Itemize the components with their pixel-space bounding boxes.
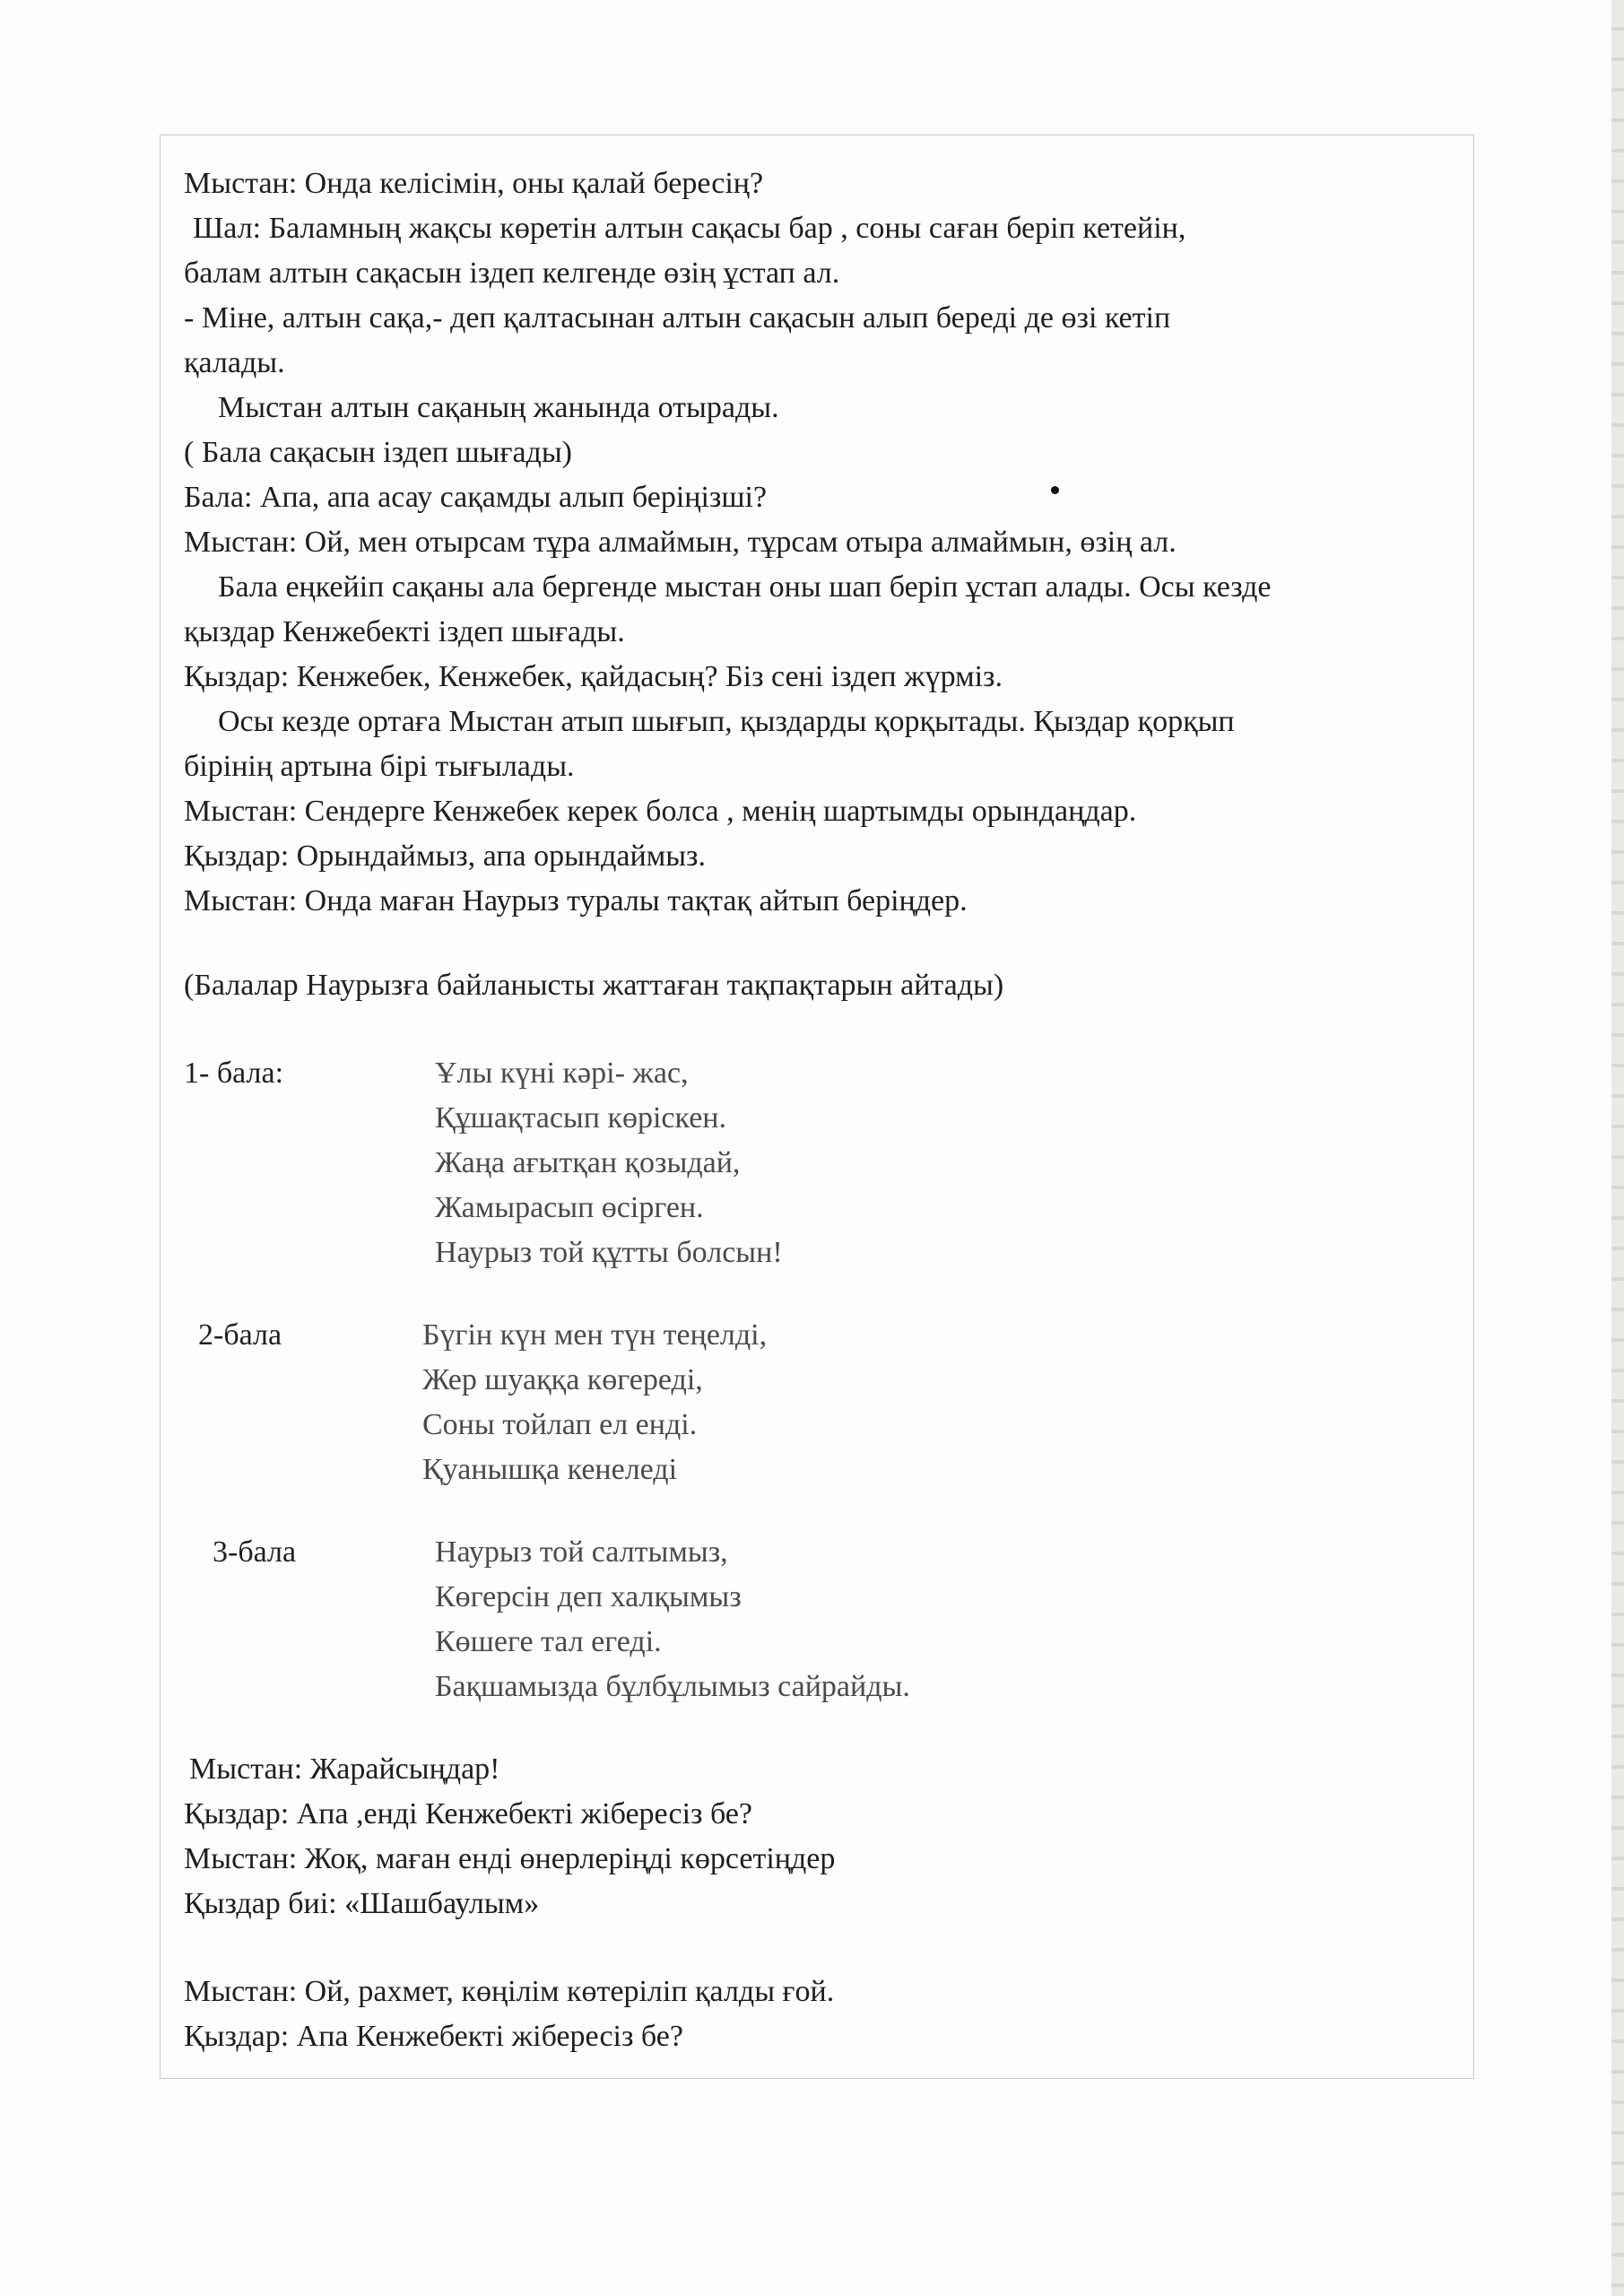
dialogue-line: балам алтын сақасын іздеп келгенде өзің ұстап ал. [184,257,840,290]
stage-note: (Балалар Наурызға байланысты жаттаған тақпақтарын айтады) [184,969,1004,1002]
poem-line: Соны тойлап ел енді. [422,1408,698,1441]
poem-line: Құшақтасып көріскен. [435,1101,726,1135]
poem-line: Жер шуаққа көгереді, [422,1363,703,1396]
dialogue-line: Қыздар: Апа ,енді Кенжебекті жібересіз бе? [184,1797,752,1831]
stage-direction: ( Бала сақасын іздеп шығады) [184,436,573,469]
dialogue-line: Мыстан: Онда келісімін, оны қалай бересің? [184,167,764,200]
poem-line: Бақшамызда бұлбұлымыз сайрайды. [435,1670,910,1703]
stage-direction: Бала еңкейіп сақаны ала бергенде мыстан оны шап беріп ұстап алады. Осы кезде [218,570,1272,604]
poem-line: Наурыз той құтты болсын! [435,1236,783,1269]
poem-line: Бүгін күн мен түн теңелді, [422,1318,768,1352]
dialogue-line: Мыстан: Сендерге Кенжебек керек болса , менің шартымды орындаңдар. [184,795,1137,828]
poem-1 [184,1051,1457,1275]
poem-speaker: 3-бала [213,1535,297,1569]
poem-line: Қуанышқа кенеледі [422,1453,678,1486]
dialogue-line: Қыздар: Кенжебек, Кенжебек, қайдасың? Біз сені іздеп жүрміз. [184,660,1003,693]
stage-direction: бірінің артына бірі тығылады. [184,750,575,783]
poem-line: Ұлы күні кәрі- жас, [435,1057,689,1090]
dialogue-line: Шал: Баламның жақсы көретін алтын сақасы бар , соны саған беріп кетейін, [193,212,1186,245]
dialogue-line: қалады. [184,346,285,379]
dialogue-line: Мыстан: Жоқ, маған енді өнерлеріңді көрсетіңдер [184,1842,836,1875]
scan-edge [1611,0,1624,2296]
poem-2 [184,1313,1457,1492]
dialogue-line: Мыстан: Ой, рахмет, көңілім көтеріліп қалды ғой. [184,1975,835,2008]
poem-3 [184,1530,1457,1709]
poem-speaker: 2-бала [198,1318,282,1352]
stage-direction: Осы кезде ортаға Мыстан атып шығып, қыздарды қорқытады. Қыздар қорқып [218,705,1235,738]
dialogue-line: - Міне, алтын сақа,- деп қалтасынан алтын сақасын алып береді де өзі кетіп [184,301,1171,335]
document-body [184,161,1457,2059]
dialogue-line: Мыстан: Жарайсыңдар! [189,1752,500,1786]
poem-line: Наурыз той салтымыз, [435,1535,728,1569]
dialogue-line: Қыздар: Апа Кенжебекті жібересіз бе? [184,2020,683,2053]
stage-direction: Мыстан алтын сақаның жанында отырады. [218,391,779,424]
poem-line: Көгерсін деп халқымыз [435,1580,742,1613]
dialogue-line: Қыздар: Орындаймыз, апа орындаймыз. [184,839,706,873]
dialogue-line: Мыстан: Онда маған Наурыз туралы тақтақ айтып беріңдер. [184,884,968,918]
poem-speaker: 1- бала: [184,1057,284,1090]
poem-line: Жамырасып өсірген. [435,1191,704,1224]
poem-line: Жаңа ағытқан қозыдай, [435,1146,741,1179]
stage-direction: қыздар Кенжебекті іздеп шығады. [184,615,625,648]
poem-line: Көшеге тал егеді. [435,1625,662,1658]
dialogue-line: Мыстан: Ой, мен отырсам тұра алмаймын, тұрсам отыра алмаймын, өзің ал. [184,526,1177,559]
dialogue-line: Қыздар биі: «Шашбаулым» [184,1887,540,1920]
dialogue-line: Бала: Апа, апа асау сақамды алып беріңізші? [184,481,768,514]
